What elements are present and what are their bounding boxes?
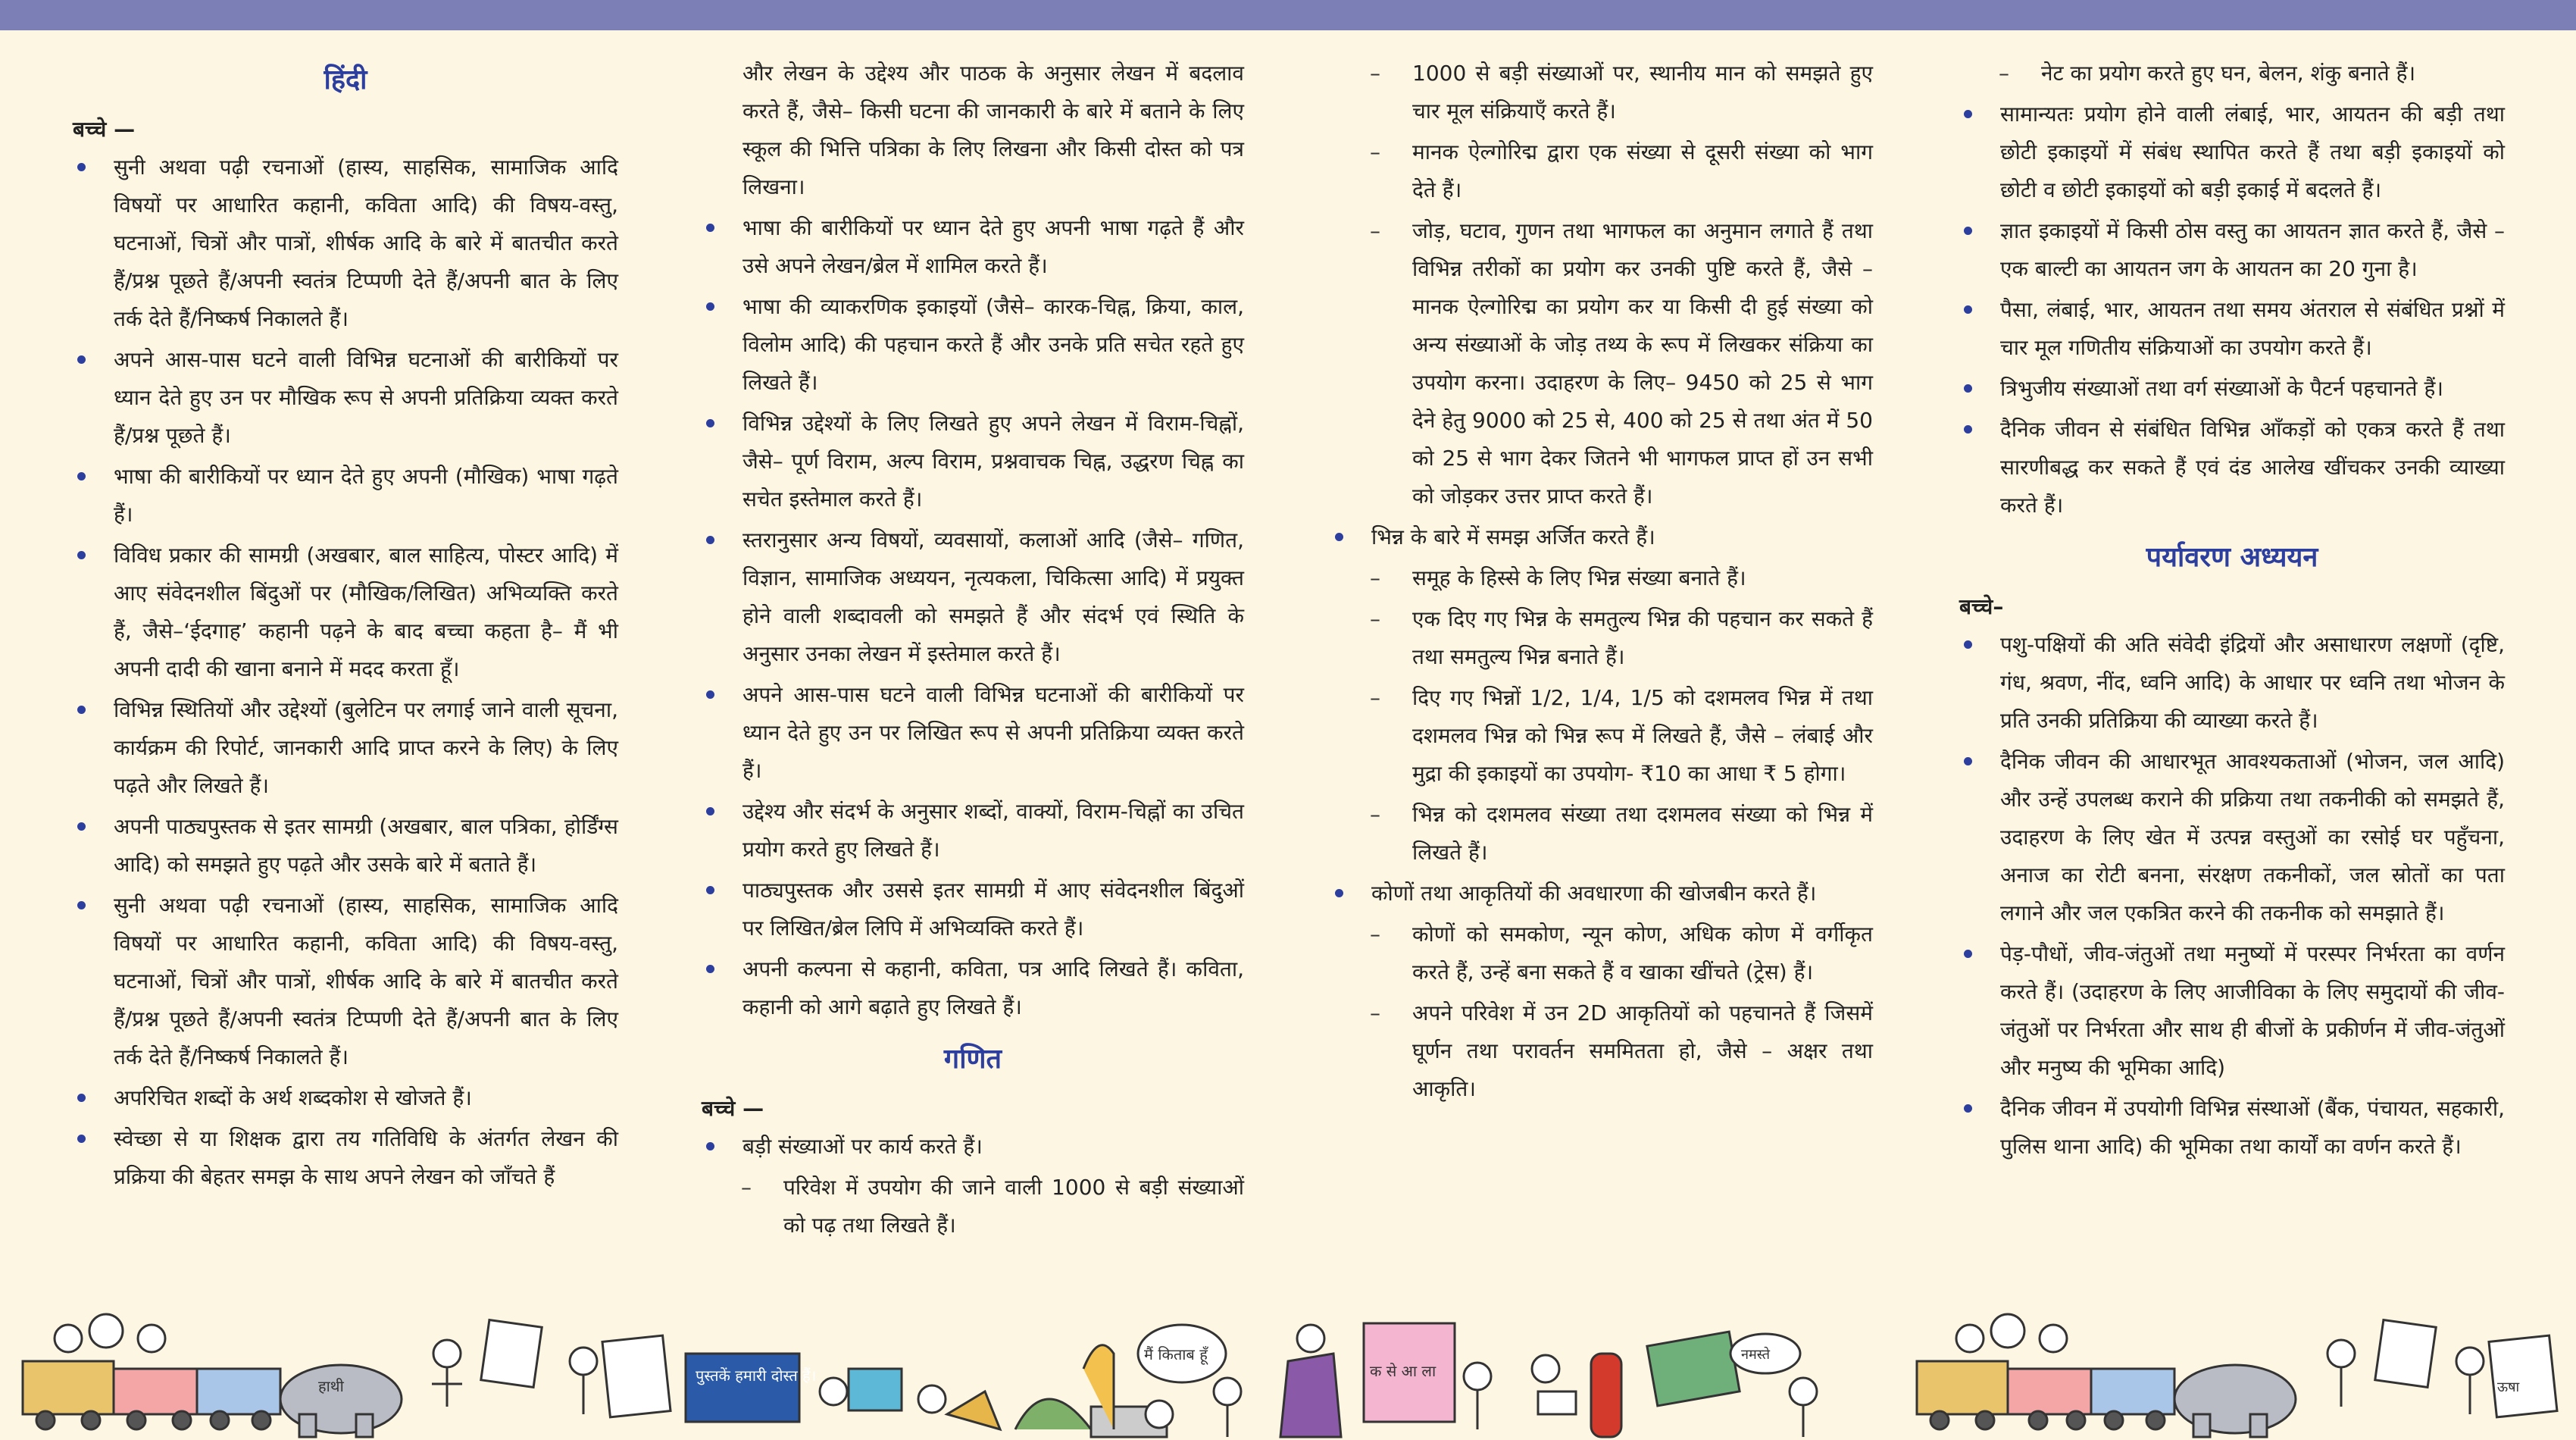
- section-lead: बच्चे —: [73, 117, 136, 142]
- sub-list-item: – 1000 से बड़ी संख्याओं पर, स्थानीय मान को समझते हुए चार मूल संक्रियाएँ करते हैं।: [1330, 55, 1873, 130]
- elephant-illustration: [280, 1365, 402, 1437]
- sub-list-item: – जोड़, घटाव, गुणन तथा भागफल का अनुमान लगाते हैं तथा विभिन्न तरीकों का प्रयोग कर उनकी पुष्टि करते हैं, जैसे – मानक ऐल्गोरिद्म का प्रयोग कर या किसी दी हुई संख्या को अन्य संख्याओं के जोड़ तथ्य के रूप में लिखकर संक्रिया का उपयोग करना। उदाहरण के लिए– 9450 को 25 से भाग देने हेतु 9000 को 25 से, 400 को 25 से तथा अंत में 50 को 25 से भाग देकर जितने भी भागफल प्राप्त हों उन सभी को जोड़कर उत्तर प्राप्त करते हैं।: [1330, 212, 1873, 515]
- list-item: भाषा की बारीकियों पर ध्यान देते हुए अपनी भाषा गढ़ते हैं और उसे अपने लेखन/ब्रेल में शामिल करते हैं।: [702, 209, 1244, 285]
- board-text: क से आ ला: [1370, 1362, 1436, 1380]
- hindi-list: [73, 149, 618, 1196]
- list-item: भिन्न के बारे में समझ अर्जित करते हैं।: [1330, 518, 1873, 556]
- list-item: ज्ञात इकाइयों में किसी ठोस वस्तु का आयतन ज्ञात करते हैं, जैसे – एक बाल्टी का आयतन जग के आयतन का 20 गुना है।: [1959, 212, 2505, 288]
- list-item: उद्देश्य और संदर्भ के अनुसार शब्दों, वाक्यों, विराम-चिह्नों का उचित प्रयोग करते हुए लिखते हैं।: [702, 793, 1244, 869]
- list-item: अपने आस-पास घटने वाली विभिन्न घटनाओं की बारीकियों पर ध्यान देते हुए उन पर लिखित रूप से अपनी प्रतिक्रिया व्यक्त करते हैं।: [702, 676, 1244, 790]
- maths-list-final: [1959, 55, 2505, 524]
- list-item: अपनी कल्पना से कहानी, कविता, पत्र आदि लिखते हैं। कविता, कहानी को आगे बढ़ाते हुए लिखते हैं।: [702, 950, 1244, 1026]
- sub-list-item: – नेट का प्रयोग करते हुए घन, बेलन, शंकु बनाते हैं।: [1959, 55, 2505, 92]
- column-hindi-maths: [702, 55, 1244, 1247]
- sub-list-item: – भिन्न को दशमलव संख्या तथा दशमलव संख्या को भिन्न में लिखते हैं।: [1330, 796, 1873, 872]
- books-friends-sign: [686, 1354, 816, 1422]
- list-item: विभिन्न उद्देश्यों के लिए लिखते हुए अपने लेखन में विराम-चिह्नों, जैसे– पूर्ण विराम, अल्प विराम, प्रश्नवाचक चिह्न, उद्धरण चिह्न का सचेत इस्तेमाल करते हैं।: [702, 405, 1244, 518]
- list-item: विविध प्रकार की सामग्री (अखबार, बाल साहित्य, पोस्टर आदि) में आए संवेदनशील बिंदुओं पर (मौखिक/लिखित) अभिव्यक्ति करते हैं, जैसे–‘ईदगाह’ कहानी पढ़ने के बाद बच्चा कहता है– मैं भी अपनी दादी की खाना बनाने में मदद करता हूँ।: [73, 537, 618, 688]
- bubble-text: नमस्ते: [1741, 1347, 1771, 1363]
- list-item: विभिन्न स्थितियों और उद्देश्यों (बुलेटिन पर लगाई जाने वाली सूचना, कार्यक्रम की रिपोर्ट, जानकारी आदि प्राप्त करने के लिए) के लिए पढ़ते और लिखते हैं।: [73, 691, 618, 805]
- section-heading-hindi: हिंदी: [324, 64, 367, 95]
- list-item: पाठ्यपुस्तक और उससे इतर सामग्री में आए संवेदनशील बिंदुओं पर लिखित/ब्रेल लिपि में अभिव्यक्ति करते हैं।: [702, 872, 1244, 947]
- sub-list-item: – परिवेश में उपयोग की जाने वाली 1000 से बड़ी संख्याओं को पढ़ तथा लिखते हैं।: [702, 1169, 1244, 1244]
- hindi-list-continued: [702, 209, 1244, 1026]
- sub-list-item: – समूह के हिस्से के लिए भिन्न संख्या बनाते हैं।: [1330, 559, 1873, 597]
- section-heading-evs: पर्यावरण अध्ययन: [2146, 542, 2318, 573]
- evs-list: [1959, 626, 2505, 1166]
- list-item: पेड़-पौधों, जीव-जंतुओं तथा मनुष्यों में परस्पर निर्भरता का वर्णन करते हैं। (उदाहरण के लिए आजीविका के लिए समुदायों की जीव-जंतुओं पर निर्भरता और साथ ही बीजों के प्रकीर्णन में जीव-जंतुओं और मनुष्य की भूमिका आदि): [1959, 935, 2505, 1087]
- section-lead: बच्चे —: [702, 1096, 764, 1121]
- list-item: भाषा की व्याकरणिक इकाइयों (जैसे– कारक-चिह्न, क्रिया, काल, विलोम आदि) की पहचान करते हैं और उनके प्रति सचेत रहते हुए लिखते हैं।: [702, 288, 1244, 402]
- continued-text: और लेखन के उद्देश्य और पाठक के अनुसार लेखन में बदलाव करते हैं, जैसे– किसी घटना की जानकारी के बारे में बताने के लिए स्कूल की भित्ति पत्रिका के लिए लिखना और किसी दोस्त को पत्र लिखना।: [742, 61, 1244, 199]
- column-maths-evs: [1959, 55, 2505, 1169]
- greeting-bubble: [1730, 1334, 1800, 1373]
- list-item: पशु-पक्षियों की अति संवेदी इंद्रियों और असाधारण लक्षणों (दृष्टि, गंध, श्रवण, नींद, ध्वनि आदि) के आधार पर ध्वनि तथा भोजन के प्रति उनकी प्रतिक्रिया की व्याख्या करते हैं।: [1959, 626, 2505, 740]
- sign-text: पुस्तकें हमारी दोस्त हैं।: [696, 1366, 817, 1385]
- list-item: बड़ी संख्याओं पर कार्य करते हैं।: [702, 1128, 1244, 1166]
- train-illustration: [23, 1314, 280, 1429]
- list-item: दैनिक जीवन से संबंधित विभिन्न आँकड़ों को एकत्र करते हैं तथा सारणीबद्ध कर सकते हैं एवं दंड आलेख खींचकर उनकी व्याख्या करते हैं।: [1959, 411, 2505, 524]
- list-item: त्रिभुजीय संख्याओं तथा वर्ग संख्याओं के पैटर्न पहचानते हैं।: [1959, 370, 2505, 408]
- column-maths: [1330, 55, 1873, 1111]
- bubble-text: मैं किताब हूँ: [1144, 1345, 1208, 1363]
- section-heading-maths: गणित: [943, 1044, 1002, 1075]
- list-item: दैनिक जीवन की आधारभूत आवश्यकताओं (भोजन, जल आदि) और उन्हें उपलब्ध कराने की प्रक्रिया तथा तकनीकी को समझते हैं, उदाहरण के लिए खेत में उत्पन्न वस्तुओं का रसोई घर पहुँचना, अनाज का रोटी बनना, संरक्षण तकनीकों, जल स्रोतों का पता लगाने और जल एकत्रित करने की तकनीक को समझाते हैं।: [1959, 743, 2505, 932]
- list-item: स्वेच्छा से या शिक्षक द्वारा तय गतिविधि के अंतर्गत लेखन की प्रक्रिया की बेहतर समझ के साथ अपने लेखन को जाँचते हैं: [73, 1120, 618, 1196]
- speech-bubble: [1138, 1325, 1226, 1382]
- train-illustration: [1917, 1314, 2174, 1429]
- sub-list-item: – कोणों को समकोण, न्यून कोण, अधिक कोण में वर्गीकृत करते हैं, उन्हें बना सकते हैं व खाका खींचते (ट्रेस) हैं।: [1330, 916, 1873, 991]
- list-item: अपरिचित शब्दों के अर्थ शब्दकोश से खोजते हैं।: [73, 1079, 618, 1117]
- maths-list-continued: [1330, 55, 1873, 1108]
- list-item: अपनी पाठ्यपुस्तक से इतर सामग्री (अखबार, बाल पत्रिका, होर्डिंग्स आदि) को समझते हुए पढ़ते और उसके बारे में बताते हैं।: [73, 808, 618, 884]
- elephant-label: हाथी: [318, 1377, 344, 1395]
- sub-list-item: – एक दिए गए भिन्न के समतुल्य भिन्न की पहचान कर सकते हैं तथा समतुल्य भिन्न बनाते हैं।: [1330, 600, 1873, 676]
- list-item: कोणों तथा आकृतियों की अवधारणा की खोजबीन करते हैं।: [1330, 875, 1873, 913]
- list-item: सुनी अथवा पढ़ी रचनाओं (हास्य, साहसिक, सामाजिक आदि विषयों पर आधारित कहानी, कविता आदि) की विषय-वस्तु, घटनाओं, चित्रों और पात्रों, शीर्षक आदि के बारे में बातचीत करते हैं/प्रश्न पूछते हैं/अपनी स्वतंत्र टिप्पणी देते हैं/अपनी बात के लिए तर्क देते हैं/निष्कर्ष निकालते हैं।: [73, 149, 618, 338]
- list-item: दैनिक जीवन में उपयोगी विभिन्न संस्थाओं (बैंक, पंचायत, सहकारी, पुलिस थाना आदि) की भूमिका तथा कार्यों का वर्णन करते हैं।: [1959, 1090, 2505, 1166]
- list-item: भाषा की बारीकियों पर ध्यान देते हुए अपनी (मौखिक) भाषा गढ़ते हैं।: [73, 458, 618, 534]
- section-lead: बच्चे–: [1959, 594, 2004, 619]
- children-illustration-strip: [0, 1308, 2576, 1440]
- alphabet-board: [1364, 1323, 1455, 1422]
- list-item: सामान्यतः प्रयोग होने वाली लंबाई, भार, आयतन की बड़ी तथा छोटी इकाइयों में संबंध स्थापित करते हैं तथा बड़ी इकाइयों को छोटी व छोटी इकाइयों को बड़ी इकाई में बदलते हैं।: [1959, 95, 2505, 209]
- sub-list-item: – दिए गए भिन्नों 1/2, 1/4, 1/5 को दशमलव भिन्न में तथा दशमलव भिन्न को भिन्न रूप में लिखते हैं, जैसे – लंबाई और मुद्रा की इकाइयों का उपयोग- ₹10 का आधा ₹ 5 होगा।: [1330, 679, 1873, 793]
- maths-list: [702, 1128, 1244, 1244]
- list-item: अपने आस-पास घटने वाली विभिन्न घटनाओं की बारीकियों पर ध्यान देते हुए उन पर मौखिक रूप से अपनी प्रतिक्रिया व्यक्त करते हैं/प्रश्न पूछते हैं।: [73, 341, 618, 455]
- sub-list-item: – मानक ऐल्गोरिद्म द्वारा एक संख्या से दूसरी संख्या को भाग देते हैं।: [1330, 133, 1873, 209]
- sub-list-item: – अपने परिवेश में उन 2D आकृतियों को पहचानते हैं जिसमें घूर्णन तथा परावर्तन सममितता हो, जैसे – अक्षर तथा आकृति।: [1330, 994, 1873, 1108]
- list-item: पैसा, लंबाई, भार, आयतन तथा समय अंतराल से संबंधित प्रश्नों में चार मूल गणितीय संक्रियाओं का उपयोग करते हैं।: [1959, 291, 2505, 367]
- top-banner: [0, 0, 2576, 30]
- column-hindi: [73, 55, 618, 1199]
- easel-label: ऊषा: [2497, 1379, 2520, 1395]
- list-item: स्तरानुसार अन्य विषयों, व्यवसायों, कलाओं आदि (जैसे– गणित, विज्ञान, सामाजिक अध्ययन, नृत्यकला, चिकित्सा आदि) में प्रयुक्त होने वाली शब्दावली को समझते हैं और संदर्भ एवं स्थिति के अनुसार उनका लेखन में इस्तेमाल करते हैं।: [702, 521, 1244, 673]
- list-item: सुनी अथवा पढ़ी रचनाओं (हास्य, साहसिक, सामाजिक आदि विषयों पर आधारित कहानी, कविता आदि) की विषय-वस्तु, घटनाओं, चित्रों और पात्रों, शीर्षक आदि के बारे में बातचीत करते हैं/प्रश्न पूछते हैं/अपनी स्वतंत्र टिप्पणी देते हैं/अपनी बात के लिए तर्क देते हैं/निष्कर्ष निकालते हैं।: [73, 887, 618, 1076]
- elephant-illustration: [2174, 1365, 2296, 1437]
